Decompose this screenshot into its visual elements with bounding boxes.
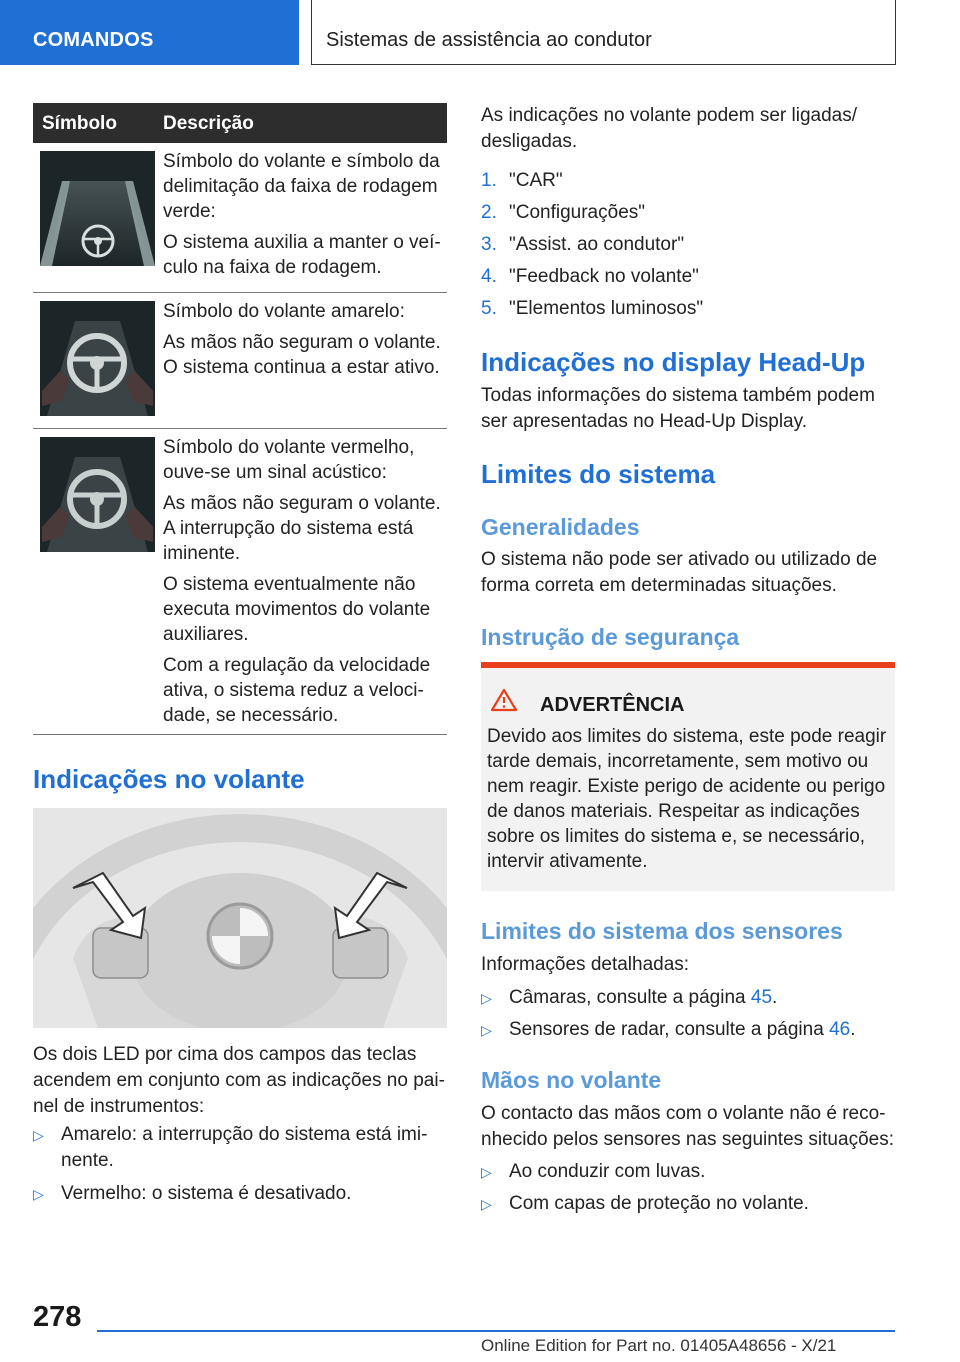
footer-divider <box>97 1330 895 1332</box>
step-number: 2. <box>481 202 497 223</box>
page-number: 278 <box>33 1301 82 1333</box>
list-item <box>481 1017 895 1043</box>
bullet-text: Ao conduzir com luvas. <box>509 1161 706 1182</box>
header-title-box <box>311 0 896 65</box>
heading-general: Generalidades <box>481 514 640 540</box>
col-symbol: Símbolo <box>42 113 117 134</box>
heading-head-up: Indicações no display Head-Up <box>481 347 866 377</box>
header-section-tab <box>0 0 299 65</box>
list-item <box>481 1191 895 1217</box>
triangle-bullet-icon: ▷ <box>33 1186 44 1202</box>
list-item <box>481 264 699 290</box>
header-section-label: COMANDOS <box>33 29 154 51</box>
row-text: Símbolo do volante vermelho, ouve-se um sinal acústico: <box>163 437 415 483</box>
bullet-text: Com capas de proteção no volante. <box>509 1193 809 1214</box>
warning-triangle-icon <box>491 688 517 717</box>
page-link-45[interactable]: 45 <box>750 987 773 1008</box>
list-item <box>481 168 563 194</box>
led-paragraph: Os dois LED por cima dos campos das teclas acendem em conjunto com as indicações no painel de instrumentos: <box>33 1044 445 1117</box>
intro-paragraph: As indicações no volante podem ser ligadas/ desligadas. <box>481 105 858 152</box>
warning-text: Devido aos limites do sistema, este pode reagir tarde demais, incorretamente, sem motivo ou nem reagir. Existe perigo de acidente ou perigo de danos materiais. Respeitar as indicações sobre os limites do sistema e, se necessário, intervir ativamente. <box>487 726 887 872</box>
heading-steering-indications: Indicações no volante <box>33 764 305 794</box>
steering-wheel-red-icon <box>40 437 155 552</box>
step-text: "Configurações" <box>509 202 646 223</box>
bullet-end: . <box>772 987 778 1008</box>
list-item <box>33 1122 447 1174</box>
step-number: 1. <box>481 170 497 191</box>
step-text: "Feedback no volante" <box>509 266 699 287</box>
row-text: Com a regulação da velocidade ativa, o sistema reduz a velocidade, se necessário. <box>163 655 431 726</box>
step-text: "Elementos luminosos" <box>509 298 704 319</box>
row-text: As mãos não seguram o volante. O sistema continua a estar ativo. <box>163 332 441 378</box>
list-item <box>481 1159 895 1185</box>
bullet-text: Vermelho: o sistema é desativado. <box>61 1183 352 1204</box>
step-number: 4. <box>481 266 497 287</box>
bullet-text: Amarelo: a interrupção do sistema está iminente. <box>61 1124 428 1171</box>
heading-hands-on-wheel: Mãos no volante <box>481 1067 662 1093</box>
table-row <box>33 143 447 293</box>
triangle-bullet-icon: ▷ <box>481 1022 492 1038</box>
bullet-text: Câmaras, consulte a página <box>509 987 751 1008</box>
page-link-46[interactable]: 46 <box>829 1019 851 1040</box>
table-row <box>33 429 447 735</box>
header-title: Sistemas de assistência ao condutor <box>326 29 652 51</box>
col-description: Descrição <box>163 113 254 134</box>
footer-edition: Online Edition for Part no. 01405A48656 - X/21 <box>481 1336 837 1355</box>
row-text: As mãos não seguram o volante. A interrupção do sistema está iminente. <box>163 493 441 564</box>
list-item <box>33 1181 447 1207</box>
row-text: Símbolo do volante e símbolo da delimitação da faixa de rodagem verde: <box>163 151 440 222</box>
step-number: 3. <box>481 234 497 255</box>
table-row <box>33 293 447 429</box>
row-text: O sistema eventualmente não executa movimentos do volante auxiliares. <box>163 574 431 645</box>
steering-wheel-yellow-icon <box>40 301 155 416</box>
sensor-paragraph: Informações detalhadas: <box>481 954 690 975</box>
row-text: O sistema auxilia a manter o veículo na faixa de rodagem. <box>163 232 441 278</box>
triangle-bullet-icon: ▷ <box>481 990 492 1006</box>
triangle-bullet-icon: ▷ <box>481 1164 492 1180</box>
general-paragraph: O sistema não pode ser ativado ou utilizado de forma correta em determinadas situações. <box>481 549 878 596</box>
step-text: "CAR" <box>509 170 563 191</box>
list-item <box>481 232 684 258</box>
head-up-paragraph: Todas informações do sistema também podem ser apresentadas no Head-Up Display. <box>481 385 875 432</box>
table-header <box>33 103 447 143</box>
bullet-end: . <box>850 1019 856 1040</box>
bullet-text: Sensores de radar, consulte a página <box>509 1019 830 1040</box>
row-text: Símbolo do volante amarelo: <box>163 301 405 322</box>
list-item <box>481 200 645 226</box>
hands-paragraph: O contacto das mãos com o volante não é reconhecido pelos sensores nas seguintes situações: <box>481 1103 894 1150</box>
step-text: "Assist. ao condutor" <box>509 234 685 255</box>
step-number: 5. <box>481 298 497 319</box>
list-item <box>481 296 703 322</box>
steering-wheel-photo <box>33 808 447 1028</box>
warning-title: ADVERTÊNCIA <box>540 694 685 716</box>
list-item <box>481 985 895 1011</box>
heading-safety: Instrução de segurança <box>481 624 740 650</box>
triangle-bullet-icon: ▷ <box>33 1127 44 1143</box>
triangle-bullet-icon: ▷ <box>481 1196 492 1212</box>
warning-box <box>481 662 895 891</box>
symbol-table <box>33 103 447 735</box>
heading-system-limits: Limites do sistema <box>481 459 716 489</box>
steering-wheel-lane-green-icon <box>40 151 155 266</box>
heading-sensor-limits: Limites do sistema dos sensores <box>481 918 843 944</box>
